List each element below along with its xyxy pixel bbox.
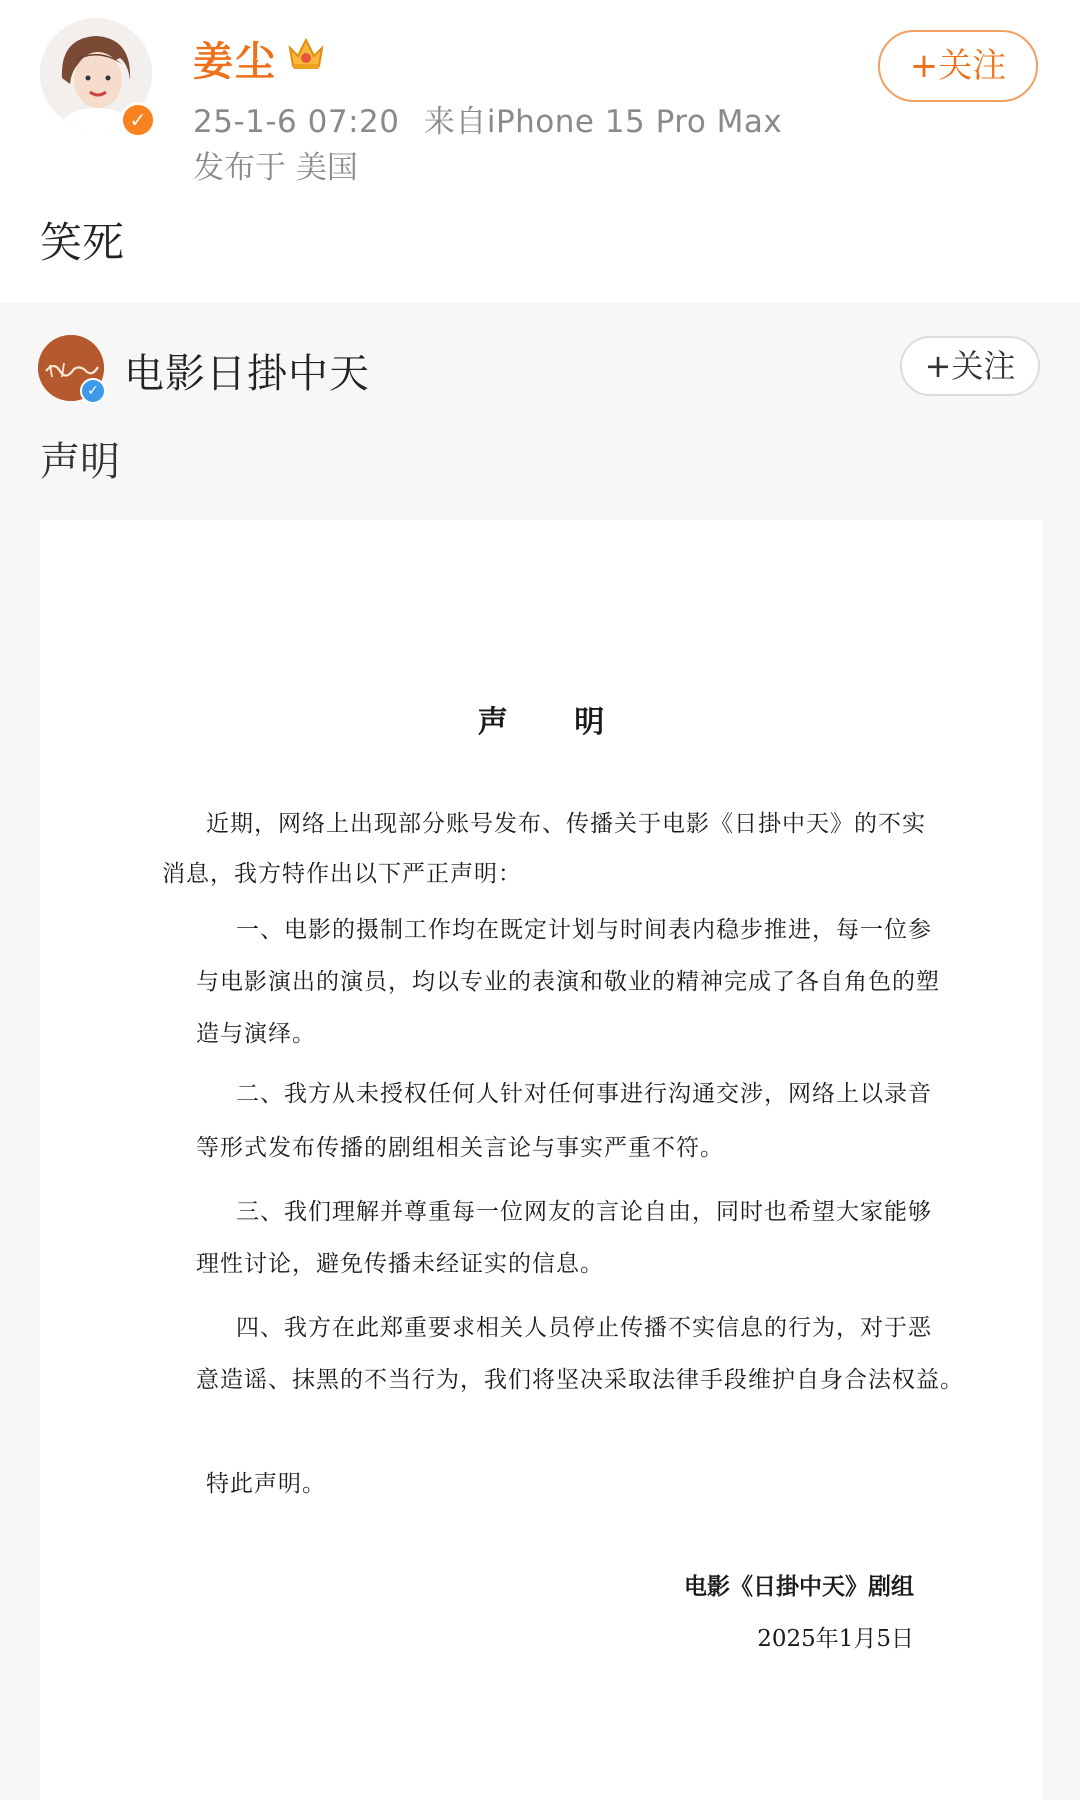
statement-paragraph-line: 一、电影的摄制工作均在既定计划与时间表内稳步推进，每一位参 bbox=[236, 917, 932, 943]
post-author-name[interactable]: 姜尘 bbox=[193, 39, 277, 85]
statement-intro-line: 消息，我方特作出以下严正声明： bbox=[162, 861, 522, 887]
statement-paragraph-line: 四、我方在此郑重要求相关人员停止传播不实信息的行为，对于恶 bbox=[236, 1315, 932, 1341]
post-source: 来自iPhone 15 Pro Max bbox=[423, 104, 783, 140]
statement-paragraph-line: 二、我方从未授权任何人针对任何事进行沟通交涉，网络上以录音 bbox=[236, 1081, 932, 1107]
repost-text: 声明 bbox=[40, 439, 120, 485]
repost-author-name[interactable]: 电影日掛中天 bbox=[124, 351, 370, 397]
statement-paragraph-line: 等形式发布传播的剧组相关言论与事实严重不符。 bbox=[196, 1135, 724, 1161]
statement-date: 2025年1月5日 bbox=[757, 1626, 914, 1652]
statement-paragraph-line: 三、我们理解并尊重每一位网友的言论自由，同时也希望大家能够 bbox=[236, 1199, 932, 1225]
post-location: 发布于 美国 bbox=[193, 150, 358, 186]
statement-paragraph-line: 理性讨论，避免传播未经证实的信息。 bbox=[196, 1251, 604, 1277]
statement-paragraph-line: 造与演绎。 bbox=[196, 1021, 316, 1047]
post-meta bbox=[193, 96, 782, 141]
verified-badge-icon: ✓ bbox=[120, 102, 156, 138]
repost-follow-button[interactable]: +关注 bbox=[900, 336, 1040, 396]
statement-paragraph-line: 与电影演出的演员，均以专业的表演和敬业的精神完成了各自角色的塑 bbox=[196, 969, 940, 995]
post-timestamp: 25-1-6 07:20 bbox=[193, 104, 400, 140]
statement-closing: 特此声明。 bbox=[206, 1471, 326, 1497]
crown-icon bbox=[286, 34, 326, 72]
post-text: 笑死 bbox=[40, 218, 125, 267]
post-header bbox=[0, 0, 1080, 300]
statement-signature: 电影《日掛中天》剧组 bbox=[684, 1573, 914, 1600]
repost-card[interactable] bbox=[0, 302, 1080, 1800]
statement-image[interactable] bbox=[40, 520, 1042, 1820]
follow-button[interactable]: +关注 bbox=[878, 30, 1038, 102]
statement-paragraph-line: 意造谣、抹黑的不当行为，我们将坚决采取法律手段维护自身合法权益。 bbox=[196, 1367, 964, 1393]
statement-title: 声 明 bbox=[477, 705, 633, 740]
verified-badge-icon: ✓ bbox=[80, 378, 106, 404]
statement-intro-line: 近期，网络上出现部分账号发布、传播关于电影《日掛中天》的不实 bbox=[206, 811, 926, 837]
